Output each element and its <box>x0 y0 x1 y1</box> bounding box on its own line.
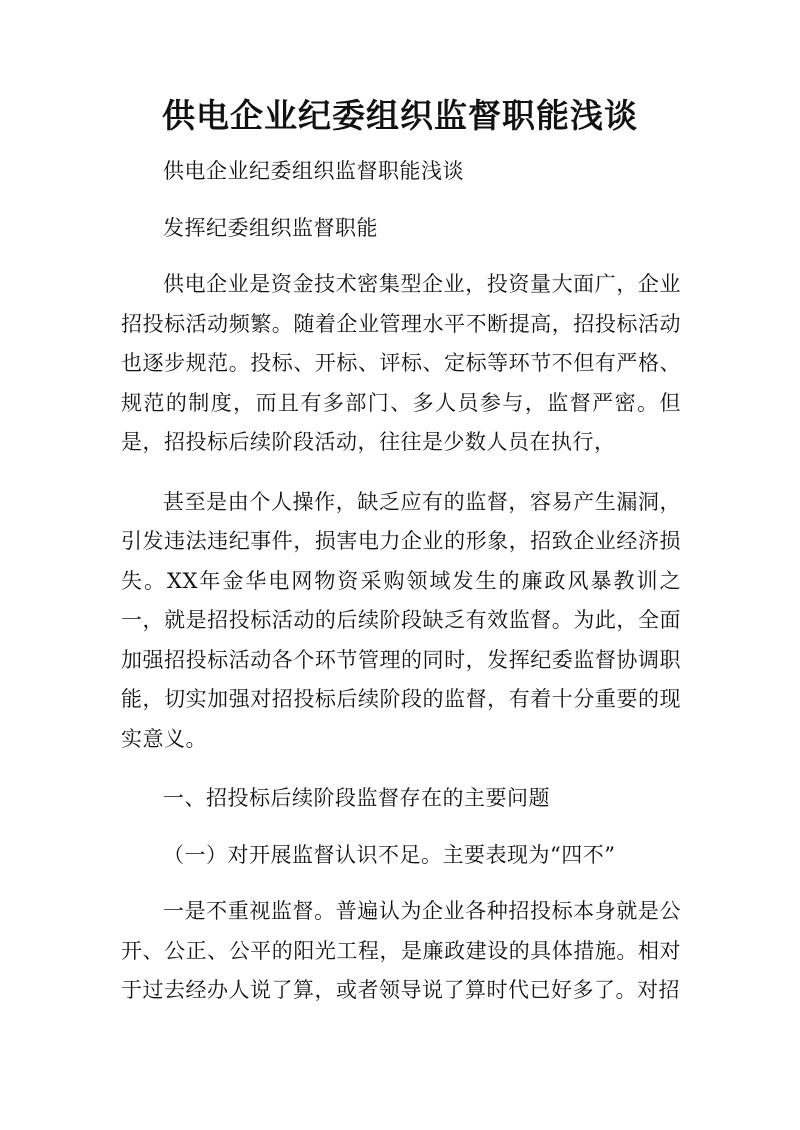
body-paragraph-3: 一是不重视监督。普遍认为企业各种招投标本身就是公开、公正、公平的阳光工程，是廉政建设的具体措施。相对于过去经办人说了算，或者领导说了算时代已好多了。对招 <box>121 899 681 1002</box>
subtitle-paragraph: 供电企业纪委组织监督职能浅谈 <box>163 159 464 183</box>
section-heading-1: 一、招投标后续阶段监督存在的主要问题 <box>163 786 550 810</box>
body-paragraph-1: 供电企业是资金技术密集型企业，投资量大面广，企业招投标活动频繁。随着企业管理水平不断提高，招投标活动也逐步规范。投标、开标、评标、定标等环节不但有严格、规范的制度，而且有多部门、多人员参与，监督严密。但是，招投标后续阶段活动，往往是少数人员在执行， <box>121 272 681 454</box>
document-title: 供电企业纪委组织监督职能浅谈 <box>162 96 638 135</box>
body-paragraph-2: 甚至是由个人操作，缺乏应有的监督，容易产生漏洞，引发违法违纪事件，损害电力企业的形象，招致企业经济损失。XX年金华电网物资采购领域发生的廉政风暴教训之一，就是招投标活动的后续阶段缺乏有效监督。为此，全面加强招投标活动各个环节管理的同时，发挥纪委监督协调职能，切实加强对招投标后续阶段的监督，有着十分重要的现实意义。 <box>121 489 681 751</box>
subsection-heading-1: （一）对开展监督认识不足。主要表现为“四不” <box>163 842 616 867</box>
section-heading-paragraph: 发挥纪委组织监督职能 <box>163 215 378 240</box>
document-body <box>121 152 681 1011</box>
